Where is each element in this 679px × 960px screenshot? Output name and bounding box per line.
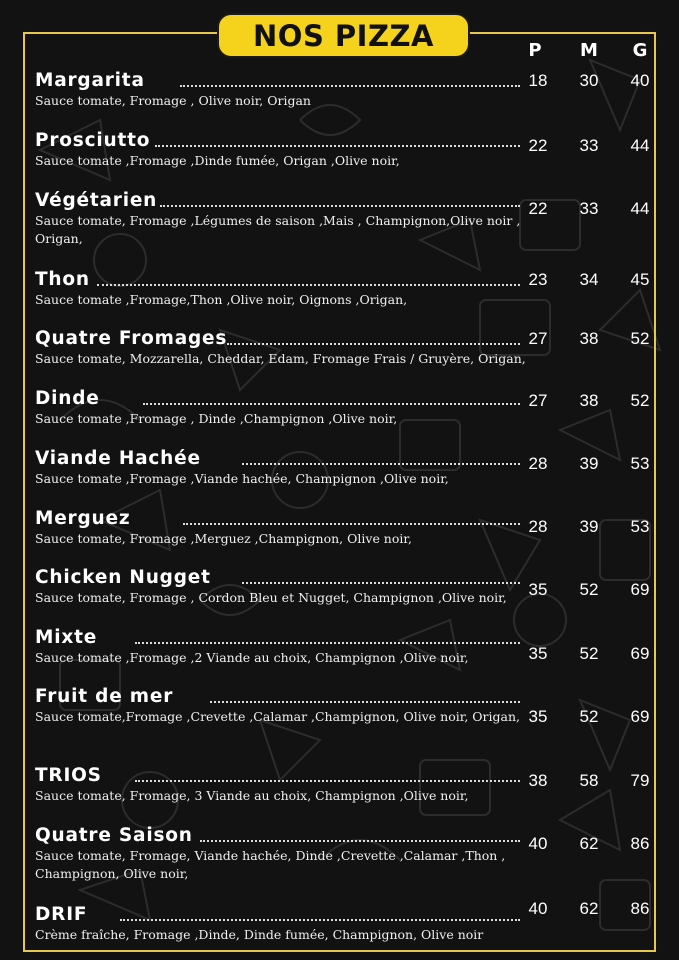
dotted-leader [135, 780, 520, 782]
price-medium: 30 [579, 71, 599, 90]
item-description: Sauce tomate, Fromage , Cordon Bleu et Nugget, Champignon ,Olive noir, [35, 590, 507, 605]
item-description: Sauce tomate, Fromage, Viande hachée, Dinde ,Crevette ,Calamar ,Thon , Champignon, Olive noir, [35, 848, 506, 881]
dotted-leader [160, 205, 520, 207]
price-large: 53 [630, 517, 650, 536]
price-large: 44 [630, 199, 650, 218]
price-large: 44 [630, 136, 650, 155]
price-medium: 33 [579, 136, 599, 155]
price-small: 35 [528, 707, 548, 726]
dotted-leader [183, 523, 520, 525]
price-medium: 52 [579, 580, 599, 599]
dotted-leader [200, 840, 520, 842]
item-description: Sauce tomate,Fromage ,Crevette ,Calamar ,Champignon, Olive noir, Origan, [35, 709, 520, 724]
item-description: Sauce tomate ,Fromage ,Dinde fumée, Origan ,Olive noir, [35, 153, 400, 168]
item-name: Fruit de mer [35, 686, 174, 707]
price-medium: 33 [579, 199, 599, 218]
price-large: 69 [630, 707, 650, 726]
price-medium: 52 [579, 644, 599, 663]
price-medium: 52 [579, 707, 599, 726]
price-small: 40 [528, 899, 548, 918]
price-medium: 39 [579, 517, 599, 536]
item-description: Sauce tomate, Fromage ,Merguez ,Champignon, Olive noir, [35, 531, 412, 546]
dotted-leader [120, 919, 520, 921]
dotted-leader [143, 403, 520, 405]
price-large: 79 [630, 771, 650, 790]
item-name: Mixte [35, 627, 98, 648]
price-medium: 38 [579, 391, 599, 410]
item-name: TRIOS [35, 765, 102, 786]
price-small: 22 [528, 136, 548, 155]
dotted-leader [180, 85, 520, 87]
item-name: Margarita [35, 70, 145, 91]
dotted-leader [242, 463, 520, 465]
item-name: Quatre Fromages [35, 328, 228, 349]
price-small: 28 [528, 454, 548, 473]
item-description: Sauce tomate, Mozzarella, Cheddar, Edam, Fromage Frais / Gruyère, Origan, [35, 351, 526, 366]
price-large: 53 [630, 454, 650, 473]
price-large: 52 [630, 329, 650, 348]
item-description: Sauce tomate, Fromage , Olive noir, Origan [35, 93, 311, 108]
menu-frame [23, 32, 656, 952]
price-medium: 62 [579, 834, 599, 853]
price-medium: 34 [579, 270, 599, 289]
dotted-leader [210, 701, 520, 703]
price-small: 35 [528, 644, 548, 663]
price-small: 38 [528, 771, 548, 790]
price-small: 40 [528, 834, 548, 853]
price-large: 40 [630, 71, 650, 90]
item-name: Thon [35, 269, 90, 290]
price-large: 69 [630, 644, 650, 663]
item-description: Sauce tomate ,Fromage ,Viande hachée, Champignon ,Olive noir, [35, 471, 449, 486]
item-name: Quatre Saison [35, 825, 193, 846]
item-name: Merguez [35, 508, 131, 529]
price-small: 23 [528, 270, 548, 289]
item-name: Végétarien [35, 190, 158, 211]
price-small: 35 [528, 580, 548, 599]
price-small: 18 [528, 71, 548, 90]
dotted-leader [227, 343, 520, 345]
dotted-leader [155, 145, 520, 147]
column-header-medium: M [580, 40, 598, 61]
item-description: Sauce tomate, Fromage, 3 Viande au choix, Champignon ,Olive noir, [35, 788, 469, 803]
price-small: 27 [528, 329, 548, 348]
item-name: DRIF [35, 904, 88, 925]
price-large: 86 [630, 834, 650, 853]
item-description: Sauce tomate ,Fromage ,2 Viande au choix, Champignon ,Olive noir, [35, 650, 469, 665]
price-large: 45 [630, 270, 650, 289]
item-name: Dinde [35, 388, 100, 409]
price-large: 69 [630, 580, 650, 599]
page-title: NOS PIZZA [217, 13, 470, 58]
item-name: Prosciutto [35, 130, 151, 151]
price-small: 27 [528, 391, 548, 410]
item-name: Chicken Nugget [35, 567, 211, 588]
item-description: Sauce tomate, Fromage ,Légumes de saison ,Mais , Champignon,Olive noir , Origan, [35, 213, 521, 246]
dotted-leader [97, 284, 520, 286]
item-description: Sauce tomate ,Fromage , Dinde ,Champignon ,Olive noir, [35, 411, 398, 426]
price-medium: 38 [579, 329, 599, 348]
dotted-leader [242, 582, 520, 584]
item-description: Crème fraîche, Fromage ,Dinde, Dinde fumée, Champignon, Olive noir [35, 927, 484, 942]
price-medium: 39 [579, 454, 599, 473]
item-name: Viande Hachée [35, 448, 201, 469]
price-small: 22 [528, 199, 548, 218]
column-header-large: G [632, 40, 648, 61]
dotted-leader [135, 642, 520, 644]
price-large: 52 [630, 391, 650, 410]
item-description: Sauce tomate ,Fromage,Thon ,Olive noir, Oignons ,Origan, [35, 292, 408, 307]
price-medium: 62 [579, 899, 599, 918]
price-large: 86 [630, 899, 650, 918]
price-medium: 58 [579, 771, 599, 790]
column-header-small: P [528, 40, 542, 61]
price-small: 28 [528, 517, 548, 536]
